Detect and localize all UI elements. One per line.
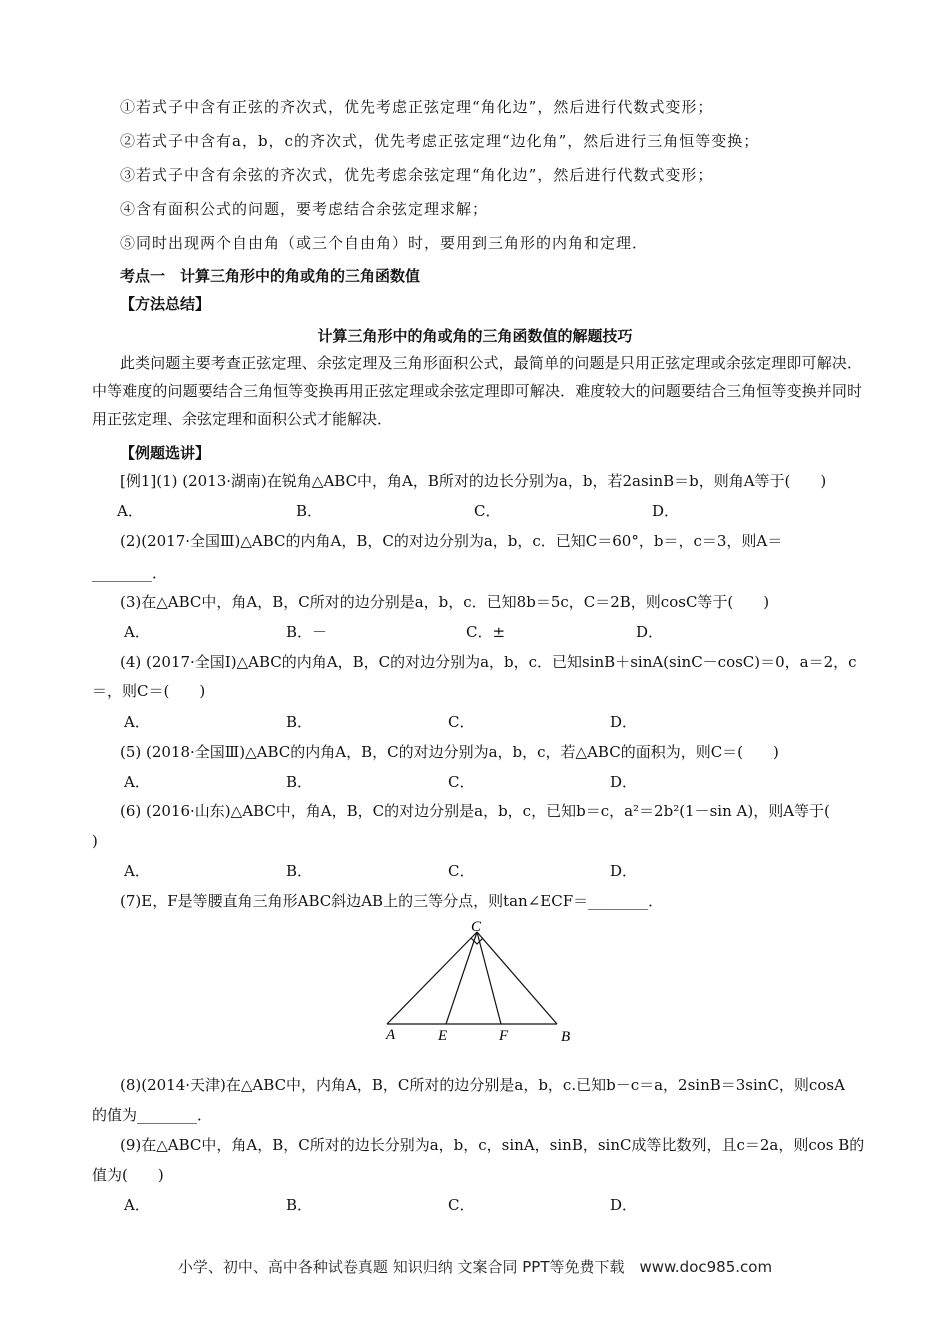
label-e: E bbox=[438, 1028, 448, 1044]
q5-option-c: C． bbox=[448, 773, 475, 791]
q4-option-a: A． bbox=[124, 713, 150, 731]
label-f: F bbox=[499, 1028, 509, 1044]
q1-option-b: B． bbox=[296, 502, 323, 520]
question-6: (6) (2016·山东)△ABC中，角A，B，C的对边分别是a，b，c，已知b＝c，a²＝2b²(1－sin A)，则A等于( bbox=[120, 802, 830, 820]
side-ac bbox=[387, 932, 477, 1024]
rule-2: ②若式子中含有a，b，c的齐次式，优先考虑正弦定理“边化角”，然后进行三角恒等变换； bbox=[120, 132, 760, 150]
q9-option-c: C． bbox=[448, 1196, 475, 1214]
question-6-cont: ) bbox=[92, 832, 98, 850]
question-7: (7)E，F是等腰直角三角形ABC斜边AB上的三等分点，则tan∠ECF＝________． bbox=[120, 892, 664, 910]
question-8-cont: 的值为________． bbox=[92, 1106, 213, 1124]
q3-option-b: B．－ bbox=[286, 623, 328, 641]
q5-option-b: B． bbox=[286, 773, 313, 791]
q3-option-c: C．± bbox=[466, 623, 506, 641]
q6-option-a: A． bbox=[124, 862, 150, 880]
example-label: 【例题选讲】 bbox=[120, 444, 211, 462]
question-4-cont: ＝，则C＝( ) bbox=[92, 682, 206, 700]
label-a: A bbox=[386, 1027, 396, 1043]
rule-3: ③若式子中含有余弦的齐次式，优先考虑余弦定理“角化边”，然后进行代数式变形； bbox=[120, 166, 714, 184]
question-8: (8)(2014·天津)在△ABC中，内角A，B，C所对的边分别是a，b，c.已知b－c＝a，2sinB＝3sinC，则cosA bbox=[120, 1076, 845, 1094]
question-2: (2)(2017·全国Ⅲ)△ABC的内角A，B，C的对边分别为a，b，c．已知C＝60°，b＝，c＝3，则A＝ bbox=[120, 532, 783, 550]
q6-option-d: D． bbox=[610, 862, 638, 880]
segment-ce bbox=[446, 932, 477, 1024]
question-5: (5) (2018·全国Ⅲ)△ABC的内角A，B，C的对边分别为a，b，c，若△ABC的面积为，则C＝( ) bbox=[120, 743, 779, 761]
label-b: B bbox=[561, 1029, 571, 1045]
method-title: 计算三角形中的角或角的三角函数值的解题技巧 bbox=[317, 327, 633, 345]
rule-1: ①若式子中含有正弦的齐次式，优先考虑正弦定理“角化边”，然后进行代数式变形； bbox=[120, 98, 714, 116]
q3-option-d: D． bbox=[636, 623, 664, 641]
q4-option-b: B． bbox=[286, 713, 313, 731]
question-4: (4) (2017·全国Ⅰ)△ABC的内角A，B，C的对边分别为a，b，c．已知sinB＋sinA(sinC－cosC)＝0，a＝2，c bbox=[120, 653, 857, 671]
q6-option-b: B． bbox=[286, 862, 313, 880]
q4-option-c: C． bbox=[448, 713, 475, 731]
section-title: 考点一 计算三角形中的角或角的三角函数值 bbox=[120, 267, 421, 285]
triangle-figure bbox=[370, 918, 590, 1048]
q3-option-a: A． bbox=[124, 623, 150, 641]
q6-option-c: C． bbox=[448, 862, 475, 880]
label-c: C bbox=[471, 919, 482, 935]
footer-banner: 小学、初中、高中各种试卷真题 知识归纳 文案合同 PPT等免费下载 www.doc985.com bbox=[177, 1258, 773, 1276]
question-9-cont: 值为( ) bbox=[92, 1166, 164, 1184]
q1-option-a: A． bbox=[117, 502, 143, 520]
q9-option-b: B． bbox=[286, 1196, 313, 1214]
q1-option-c: C． bbox=[474, 502, 501, 520]
q1-option-d: D． bbox=[652, 502, 680, 520]
rule-4: ④含有面积公式的问题，要考虑结合余弦定理求解； bbox=[120, 200, 489, 218]
question-9: (9)在△ABC中，角A，B，C所对的边长分别为a，b，c，sinA，sinB，sinC成等比数列，且c＝2a，则cos B的 bbox=[120, 1136, 865, 1154]
method-label: 【方法总结】 bbox=[120, 295, 211, 313]
question-2-blank: ________． bbox=[92, 564, 168, 582]
q4-option-d: D． bbox=[610, 713, 638, 731]
q5-option-d: D． bbox=[610, 773, 638, 791]
method-paragraph: 此类问题主要考查正弦定理、余弦定理及三角形面积公式，最简单的问题是只用正弦定理或余弦定理即可解决．中等难度的问题要结合三角恒等变换再用正弦定理或余弦定理即可解决．难度较大的问题要结合三角恒等变换并同时用正弦定理、余弦定理和面积公式才能解决． bbox=[92, 354, 862, 428]
question-3: (3)在△ABC中，角A，B，C所对的边分别是a，b，c．已知8b＝5c，C＝2B，则cosC等于( ) bbox=[120, 593, 770, 611]
rule-5: ⑤同时出现两个自由角（或三个自由角）时，要用到三角形的内角和定理． bbox=[120, 234, 649, 252]
q9-option-d: D． bbox=[610, 1196, 638, 1214]
q5-option-a: A． bbox=[124, 773, 150, 791]
question-1: [例1](1) (2013·湖南)在锐角△ABC中，角A，B所对的边长分别为a，b，若2asinB＝b，则角A等于( ) bbox=[120, 472, 827, 490]
q9-option-a: A． bbox=[124, 1196, 150, 1214]
